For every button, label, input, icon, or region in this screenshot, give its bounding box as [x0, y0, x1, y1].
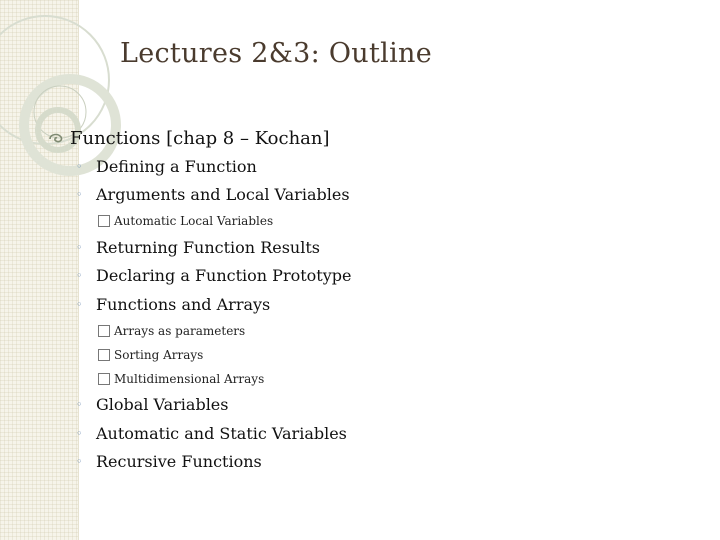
slide-title: Lectures 2&3: Outline: [120, 38, 432, 69]
list-item: [76, 181, 688, 210]
square-bullet-icon: [98, 325, 110, 337]
list-item-text: Automatic Local Variables: [114, 214, 274, 228]
square-bullet-icon: [98, 215, 110, 227]
list-item-text: Global Variables: [96, 395, 229, 415]
list-item-text: Defining a Function: [96, 156, 257, 176]
list-item-text: Returning Function Results: [96, 237, 320, 257]
list-item: [76, 290, 688, 319]
list-item: [76, 233, 688, 262]
bullet-list: [48, 124, 688, 476]
list-item: [76, 419, 688, 448]
list-item: [76, 391, 688, 420]
list-item-text: Declaring a Function Prototype: [96, 266, 352, 286]
list-item-text: Sorting Arrays: [114, 347, 204, 362]
list-item: [76, 448, 688, 477]
list-item: [48, 124, 688, 152]
circle-bullet-icon: ◦: [76, 240, 83, 254]
list-item-text: Functions [chap 8 – Kochan]: [70, 127, 330, 149]
list-item: [98, 343, 688, 367]
square-bullet-icon: [98, 373, 110, 385]
circle-bullet-icon: ◦: [76, 426, 83, 440]
list-item: [76, 262, 688, 291]
list-item: [76, 152, 688, 181]
circle-bullet-icon: ◦: [76, 297, 83, 311]
list-item-text: Automatic and Static Variables: [96, 423, 347, 443]
circle-bullet-icon: ◦: [76, 269, 83, 283]
list-item: [98, 367, 688, 391]
list-item-text: Functions and Arrays: [96, 294, 271, 314]
spiral-bullet-icon: [48, 128, 68, 148]
circle-bullet-icon: ◦: [76, 188, 83, 202]
list-item: [98, 319, 688, 343]
list-item: [98, 209, 688, 233]
circle-bullet-icon: ◦: [76, 159, 83, 173]
list-item-text: Recursive Functions: [96, 452, 262, 472]
list-item-text: Multidimensional Arrays: [114, 371, 265, 386]
list-item-text: Arguments and Local Variables: [96, 185, 350, 205]
circle-bullet-icon: ◦: [76, 398, 83, 412]
square-bullet-icon: [98, 349, 110, 361]
circle-bullet-icon: ◦: [76, 455, 83, 469]
list-item-text: Arrays as parameters: [114, 323, 246, 338]
